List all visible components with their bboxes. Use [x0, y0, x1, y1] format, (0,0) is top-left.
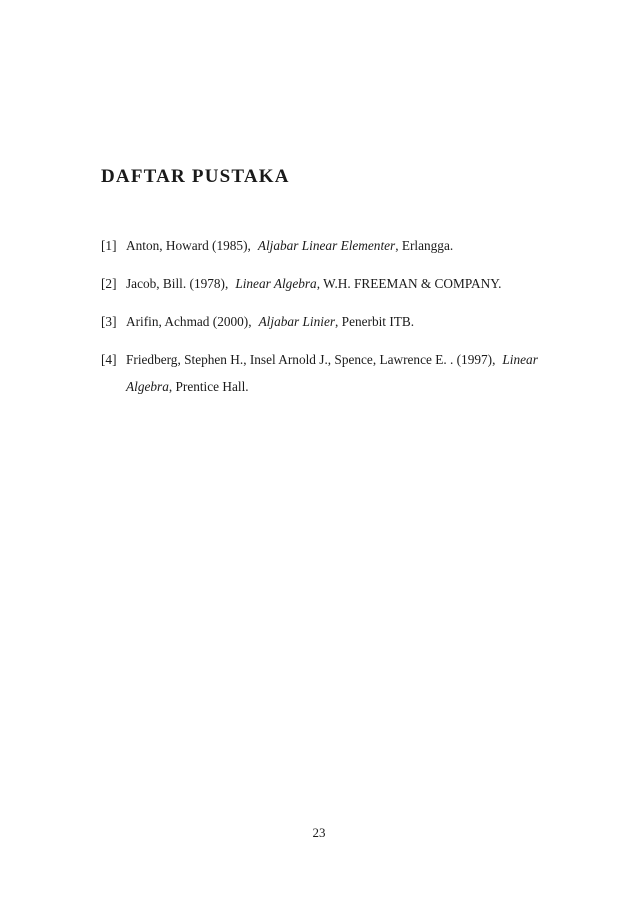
reference-line: [126, 346, 541, 373]
reference-text: Anton, Howard (1985),: [126, 238, 251, 253]
reference-line: [126, 270, 541, 297]
page-title: DAFTAR PUSTAKA: [101, 166, 290, 187]
page-number: 23: [312, 825, 326, 840]
reference-title: Linear: [502, 352, 538, 367]
reference-text: , W.H. FREEMAN & COMPANY.: [316, 276, 502, 291]
reference-text: Arifin, Achmad (2000),: [126, 314, 252, 329]
reference-number: [3]: [101, 314, 117, 329]
reference-number: [4]: [101, 352, 117, 367]
reference-list: [101, 232, 541, 411]
reference-number: [2]: [101, 276, 117, 291]
reference-title: Aljabar Linear Elementer: [257, 238, 396, 253]
reference-line: [126, 308, 541, 335]
reference-item: [101, 346, 541, 400]
reference-text: , Erlangga.: [395, 238, 454, 253]
reference-text: Friedberg, Stephen H., Insel Arnold J., Spence, Lawrence E. . (1997),: [126, 352, 496, 367]
reference-line: [126, 373, 541, 400]
reference-title: Algebra: [126, 379, 169, 394]
reference-text: , Prentice Hall.: [168, 379, 249, 394]
reference-text: , Penerbit ITB.: [335, 314, 415, 329]
reference-item: [101, 308, 541, 335]
reference-item: [101, 232, 541, 259]
reference-line: [126, 232, 541, 259]
reference-title: Aljabar Linier: [258, 314, 336, 329]
reference-text: Jacob, Bill. (1978),: [126, 276, 229, 291]
reference-item: [101, 270, 541, 297]
reference-title: Linear Algebra: [235, 276, 317, 291]
reference-number: [1]: [101, 238, 117, 253]
